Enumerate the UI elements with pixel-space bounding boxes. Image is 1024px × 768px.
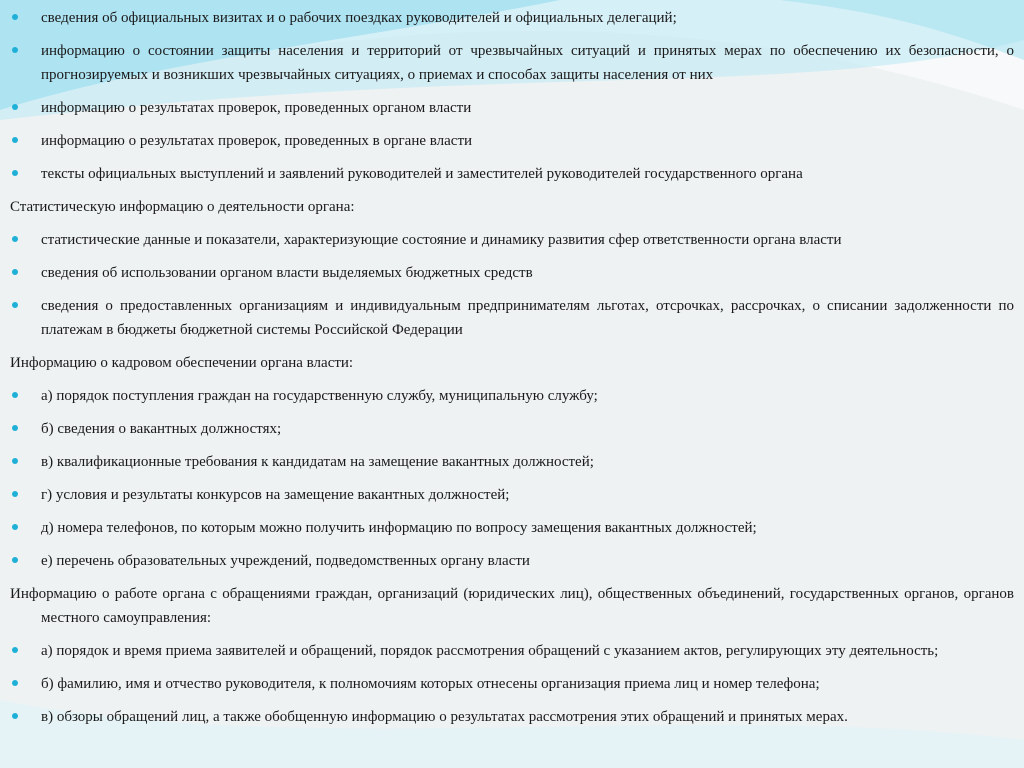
bullet-dot-icon xyxy=(12,680,18,686)
bullet-item xyxy=(10,162,1014,186)
bullet-item xyxy=(10,129,1014,153)
bullet-item xyxy=(10,261,1014,285)
item-text: сведения об официальных визитах и о рабочих поездках руководителей и официальных делегаций; xyxy=(41,10,677,26)
bullet-item xyxy=(10,384,1014,408)
item-text: б) фамилию, имя и отчество руководителя, к полномочиям которых отнесены организация приема лиц и номер телефона; xyxy=(41,676,820,692)
bullet-dot-icon xyxy=(12,269,18,275)
section-heading xyxy=(10,582,1014,630)
bullet-dot-icon xyxy=(12,170,18,176)
bullet-dot-icon xyxy=(12,104,18,110)
item-text: Информацию о кадровом обеспечении органа власти: xyxy=(10,355,354,371)
item-text: Информацию о работе органа с обращениями граждан, организаций (юридических лиц), общественных объединений, государственных органов, органов местного самоуправления: xyxy=(10,586,1014,626)
bullet-dot-icon xyxy=(12,647,18,653)
item-text: сведения об использовании органом власти выделяемых бюджетных средств xyxy=(41,265,533,281)
item-text: сведения о предоставленных организациям и индивидуальным предпринимателям льготах, отсрочках, рассрочках, о списании задолженности по платежам в бюджеты бюджетной системы Российской Федерации xyxy=(41,298,1014,338)
item-text: г) условия и результаты конкурсов на замещение вакантных должностей; xyxy=(41,487,510,503)
item-text: Статистическую информацию о деятельности органа: xyxy=(10,199,355,215)
item-text: б) сведения о вакантных должностях; xyxy=(41,421,282,437)
item-text: статистические данные и показатели, характеризующие состояние и динамику развития сфер ответственности органа власти xyxy=(41,232,842,248)
bullet-item xyxy=(10,483,1014,507)
bullet-item xyxy=(10,450,1014,474)
item-text: а) порядок поступления граждан на государственную службу, муниципальную службу; xyxy=(41,388,598,404)
bullet-item xyxy=(10,417,1014,441)
bullet-dot-icon xyxy=(12,137,18,143)
item-text: в) квалификационные требования к кандидатам на замещение вакантных должностей; xyxy=(41,454,594,470)
bullet-dot-icon xyxy=(12,491,18,497)
bullet-dot-icon xyxy=(12,236,18,242)
bullet-dot-icon xyxy=(12,47,18,53)
bullet-dot-icon xyxy=(12,392,18,398)
bullet-dot-icon xyxy=(12,524,18,530)
item-text: тексты официальных выступлений и заявлений руководителей и заместителей руководителей государственного органа xyxy=(41,166,803,182)
section-heading xyxy=(10,195,1014,219)
item-text: а) порядок и время приема заявителей и обращений, порядок рассмотрения обращений с указанием актов, регулирующих эту деятельность; xyxy=(41,643,939,659)
bullet-dot-icon xyxy=(12,425,18,431)
bullet-item xyxy=(10,39,1014,87)
bullet-item xyxy=(10,639,1014,663)
bullet-dot-icon xyxy=(12,14,18,20)
section-heading xyxy=(10,351,1014,375)
bullet-item xyxy=(10,549,1014,573)
slide-text-body xyxy=(10,6,1014,738)
item-text: д) номера телефонов, по которым можно получить информацию по вопросу замещения вакантных должностей; xyxy=(41,520,757,536)
bullet-dot-icon xyxy=(12,458,18,464)
bullet-item xyxy=(10,294,1014,342)
bullet-dot-icon xyxy=(12,302,18,308)
bullet-item xyxy=(10,705,1014,729)
item-text: в) обзоры обращений лиц, а также обобщенную информацию о результатах рассмотрения этих обращений и принятых мерах. xyxy=(41,709,848,725)
bullet-item xyxy=(10,672,1014,696)
item-text: е) перечень образовательных учреждений, подведомственных органу власти xyxy=(41,553,530,569)
item-text: информацию о результатах проверок, проведенных в органе власти xyxy=(41,133,473,149)
bullet-item xyxy=(10,228,1014,252)
item-text: информацию о результатах проверок, проведенных органом власти xyxy=(41,100,472,116)
bullet-item xyxy=(10,6,1014,30)
bullet-dot-icon xyxy=(12,557,18,563)
item-text: информацию о состоянии защиты населения и территорий от чрезвычайных ситуаций и принятых мерах по обеспечению их безопасности, о прогнозируемых и возникших чрезвычайных ситуациях, о приемах и способах защиты населения от них xyxy=(41,43,1014,83)
bullet-item xyxy=(10,516,1014,540)
bullet-item xyxy=(10,96,1014,120)
bullet-dot-icon xyxy=(12,713,18,719)
